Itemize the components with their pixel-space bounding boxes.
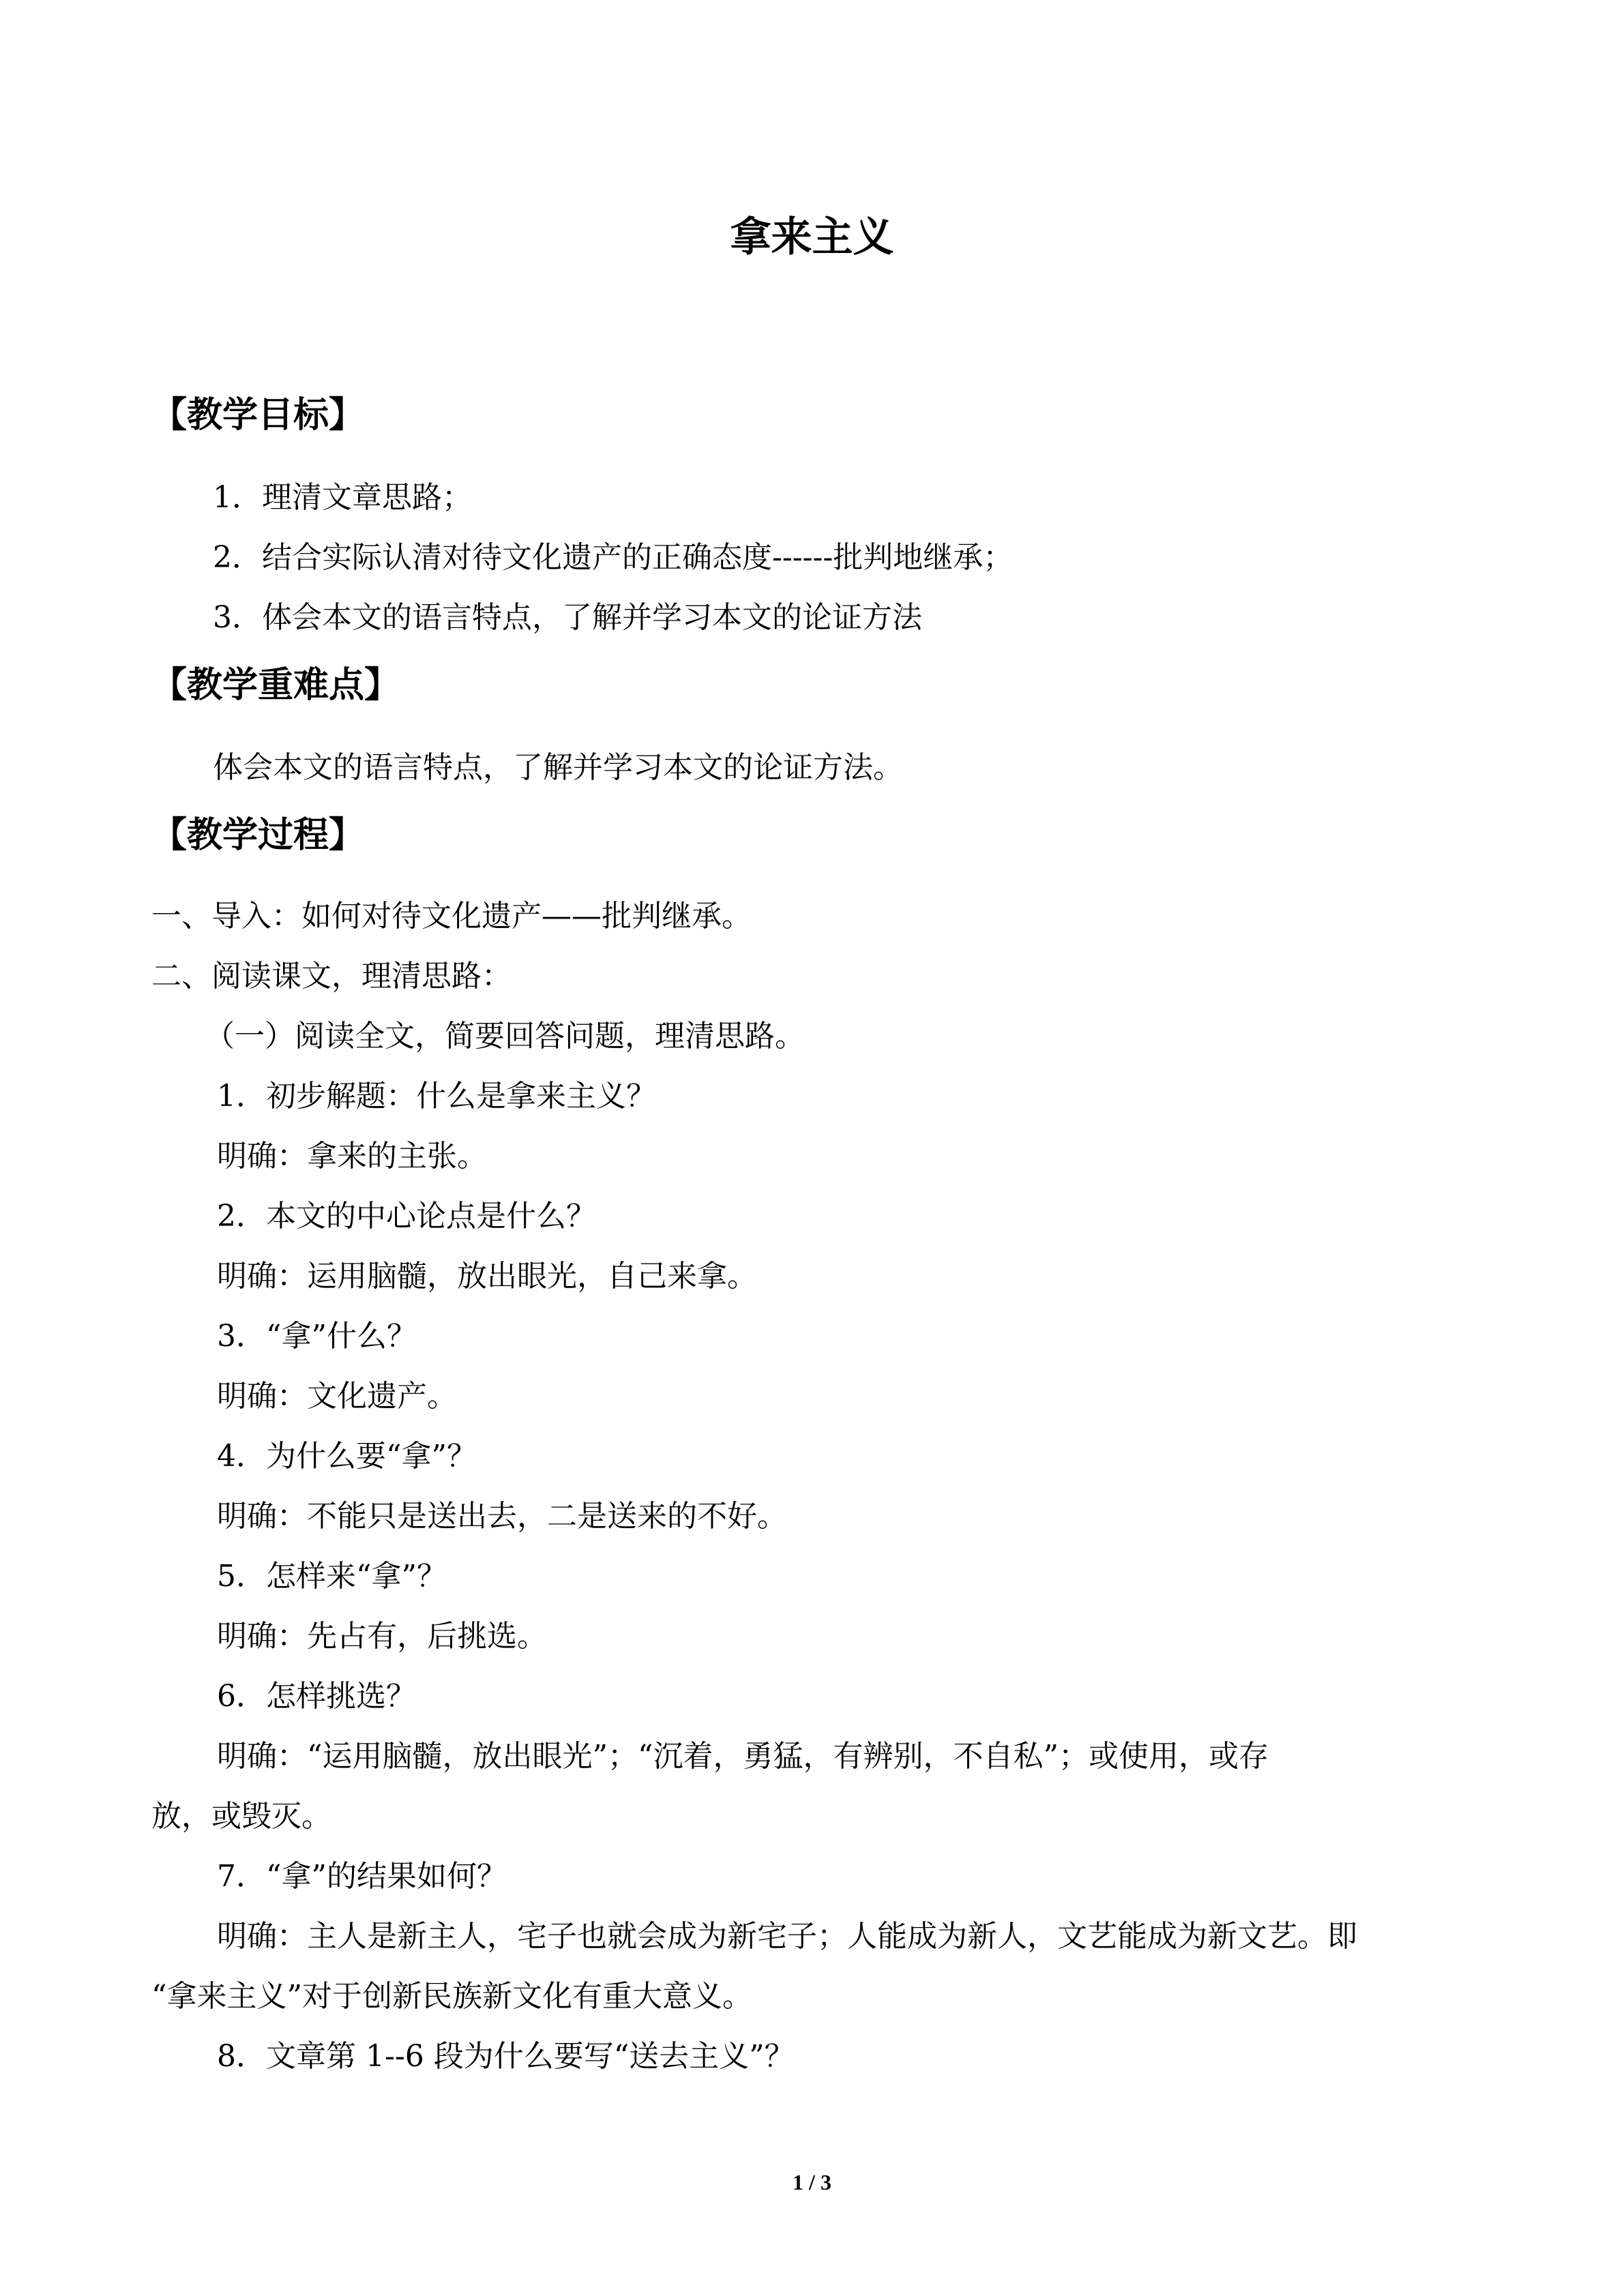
process-line: 明确：运用脑髓，放出眼光，自己来拿。 bbox=[217, 1259, 757, 1294]
process-line: 6．怎样挑选？ bbox=[217, 1679, 416, 1714]
process-line: 明确：文化遗产。 bbox=[217, 1379, 457, 1414]
process-line: 明确：主人是新主人，宅子也就会成为新宅子；人能成为新人，文艺能成为新文艺。即 bbox=[217, 1919, 1357, 1954]
process-line: 一、导入：如何对待文化遗产——批判继承。 bbox=[151, 899, 752, 934]
process-line: 二、阅读课文，理清思路： bbox=[151, 959, 512, 994]
process-line: 5．怎样来“拿”？ bbox=[217, 1559, 447, 1594]
objective-item-3: 3．体会本文的语言特点，了解并学习本文的论证方法 bbox=[213, 600, 922, 635]
heading-process: 【教学过程】 bbox=[151, 815, 365, 856]
objective-item-1: 1．理清文章思路； bbox=[213, 480, 472, 515]
process-line: 明确：“运用脑髓，放出眼光”；“沉着，勇猛，有辨别，不自私”；或使用，或存 bbox=[217, 1739, 1269, 1774]
process-line: 明确：先占有，后挑选。 bbox=[217, 1619, 547, 1654]
process-line: 4．为什么要“拿”？ bbox=[217, 1439, 477, 1474]
process-line: 明确：拿来的主张。 bbox=[217, 1139, 487, 1174]
page-title: 拿来主义 bbox=[730, 213, 894, 261]
process-line: 2．本文的中心论点是什么？ bbox=[217, 1199, 596, 1234]
heading-key-points: 【教学重难点】 bbox=[151, 665, 400, 706]
process-line: 7．“拿”的结果如何？ bbox=[217, 1859, 507, 1894]
process-line: 1．初步解题：什么是拿来主义？ bbox=[217, 1079, 656, 1114]
heading-objectives: 【教学目标】 bbox=[151, 395, 365, 436]
process-line: （一）阅读全文，简要回答问题，理清思路。 bbox=[205, 1019, 805, 1054]
process-line: 放，或毁灭。 bbox=[151, 1799, 331, 1834]
process-line: 8．文章第 1--6 段为什么要写“送去主义”？ bbox=[217, 2039, 795, 2074]
process-line: 3．“拿”什么？ bbox=[217, 1319, 417, 1354]
page-number: 1 / 3 bbox=[793, 2170, 831, 2194]
process-line: “拿来主义”对于创新民族新文化有重大意义。 bbox=[151, 1979, 752, 2014]
objective-item-2: 2．结合实际认清对待文化遗产的正确态度------批判地继承； bbox=[213, 540, 1014, 575]
process-line: 明确：不能只是送出去，二是送来的不好。 bbox=[217, 1499, 787, 1534]
key-points-text: 体会本文的语言特点，了解并学习本文的论证方法。 bbox=[213, 750, 903, 785]
